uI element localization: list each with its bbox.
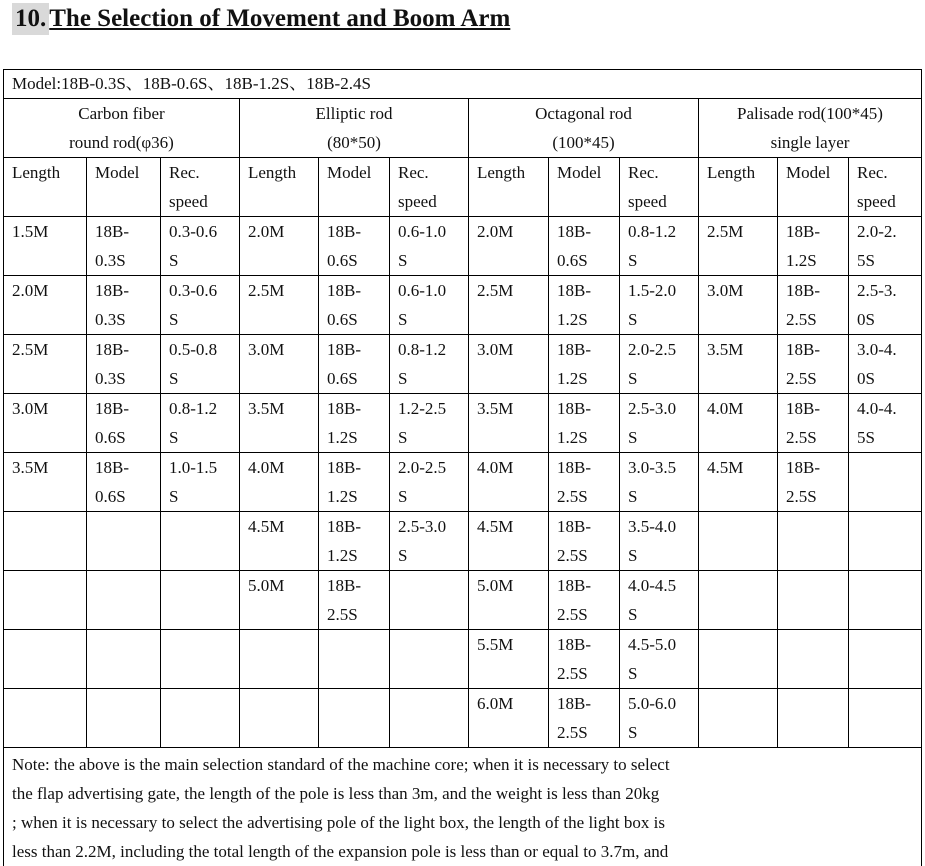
selection-table xyxy=(3,69,922,866)
cell-rec-speed: 0.3-0.6 S xyxy=(161,217,240,276)
cell-length: 2.0M xyxy=(4,276,87,335)
cell-length: 6.0M xyxy=(469,689,549,748)
cell-model: 18B- 1.2S xyxy=(319,512,390,571)
cell-rec-speed: 2.0-2.5 S xyxy=(390,453,469,512)
cell-rec-speed xyxy=(849,453,922,512)
table-row xyxy=(4,512,922,571)
cell-model xyxy=(778,689,849,748)
col-model: Model xyxy=(319,158,390,217)
cell-length: 4.0M xyxy=(469,453,549,512)
section-title: The Selection of Movement and Boom Arm xyxy=(49,3,784,35)
cell-length xyxy=(4,630,87,689)
note-line: ; when it is necessary to select the advertising pole of the light box, the length of the light box is xyxy=(12,808,913,837)
note xyxy=(4,748,922,866)
table-row xyxy=(4,630,922,689)
cell-length xyxy=(699,571,778,630)
section-heading xyxy=(12,2,784,36)
cell-model: 18B- 0.3S xyxy=(87,217,161,276)
table-row xyxy=(4,689,922,748)
cell-length: 3.5M xyxy=(240,394,319,453)
cell-model: 18B- 2.5S xyxy=(778,276,849,335)
cell-rec-speed xyxy=(390,571,469,630)
cell-rec-speed: 4.0-4. 5S xyxy=(849,394,922,453)
cell-model: 18B- 2.5S xyxy=(778,453,849,512)
cell-rec-speed: 5.0-6.0 S xyxy=(620,689,699,748)
cell-length: 2.5M xyxy=(699,217,778,276)
cell-length: 1.5M xyxy=(4,217,87,276)
col-rec: Rec. speed xyxy=(390,158,469,217)
cell-model: 18B- 2.5S xyxy=(549,453,620,512)
cell-length: 3.0M xyxy=(699,276,778,335)
cell-model: 18B- 0.6S xyxy=(549,217,620,276)
table-row xyxy=(4,571,922,630)
group-subtitle: (100*45) xyxy=(477,128,690,157)
cell-length: 4.0M xyxy=(699,394,778,453)
group-subtitle: (80*50) xyxy=(248,128,460,157)
cell-model: 18B- 0.6S xyxy=(319,335,390,394)
cell-model xyxy=(319,630,390,689)
note-line: less than 2.2M, including the total length of the expansion pole is less than or equal to 3.7m, and xyxy=(12,837,913,866)
group-subtitle: single layer xyxy=(707,128,913,157)
cell-model xyxy=(87,630,161,689)
cell-length xyxy=(699,512,778,571)
cell-model xyxy=(778,571,849,630)
group-palisade xyxy=(699,99,922,158)
cell-length: 2.0M xyxy=(469,217,549,276)
cell-model: 18B- 0.6S xyxy=(319,217,390,276)
cell-rec-speed xyxy=(849,571,922,630)
col-model: Model xyxy=(87,158,161,217)
col-rec: Rec. speed xyxy=(849,158,922,217)
cell-model: 18B- 2.5S xyxy=(549,630,620,689)
cell-rec-speed xyxy=(390,689,469,748)
col-length: Length xyxy=(4,158,87,217)
col-length: Length xyxy=(699,158,778,217)
table-row xyxy=(4,335,922,394)
group-subtitle: round rod(φ36) xyxy=(12,128,231,157)
group-octagonal xyxy=(469,99,699,158)
cell-rec-speed: 0.6-1.0 S xyxy=(390,276,469,335)
cell-length: 5.5M xyxy=(469,630,549,689)
cell-rec-speed xyxy=(849,630,922,689)
table-row xyxy=(4,453,922,512)
cell-rec-speed xyxy=(161,689,240,748)
cell-model: 18B- 1.2S xyxy=(319,394,390,453)
cell-model: 18B- 1.2S xyxy=(778,217,849,276)
cell-model: 18B- 0.6S xyxy=(319,276,390,335)
cell-rec-speed: 3.0-4. 0S xyxy=(849,335,922,394)
note-line: Note: the above is the main selection standard of the machine core; when it is necessary to select xyxy=(12,750,913,779)
col-model: Model xyxy=(778,158,849,217)
cell-model: 18B- 1.2S xyxy=(549,276,620,335)
cell-length xyxy=(240,630,319,689)
cell-length: 3.0M xyxy=(4,394,87,453)
cell-rec-speed: 0.6-1.0 S xyxy=(390,217,469,276)
model-line: Model:18B-0.3S、18B-0.6S、18B-1.2S、18B-2.4S xyxy=(4,70,922,99)
cell-rec-speed xyxy=(161,571,240,630)
cell-length: 3.5M xyxy=(469,394,549,453)
cell-length: 2.5M xyxy=(469,276,549,335)
cell-length xyxy=(240,689,319,748)
cell-model xyxy=(87,512,161,571)
cell-rec-speed: 2.5-3.0 S xyxy=(390,512,469,571)
cell-model: 18B- 2.5S xyxy=(778,394,849,453)
cell-length: 3.0M xyxy=(469,335,549,394)
cell-model: 18B- 0.6S xyxy=(87,394,161,453)
cell-length xyxy=(4,571,87,630)
cell-length: 2.0M xyxy=(240,217,319,276)
cell-length: 3.5M xyxy=(699,335,778,394)
cell-model xyxy=(87,689,161,748)
group-header-row xyxy=(4,99,922,158)
cell-rec-speed: 3.5-4.0 S xyxy=(620,512,699,571)
cell-model: 18B- 0.6S xyxy=(87,453,161,512)
cell-rec-speed: 1.5-2.0 S xyxy=(620,276,699,335)
cell-rec-speed xyxy=(849,512,922,571)
cell-rec-speed: 2.5-3.0 S xyxy=(620,394,699,453)
cell-length: 2.5M xyxy=(4,335,87,394)
cell-model xyxy=(87,571,161,630)
section-number: 10. xyxy=(12,3,49,35)
cell-rec-speed: 1.0-1.5 S xyxy=(161,453,240,512)
cell-rec-speed: 0.8-1.2 S xyxy=(390,335,469,394)
cell-length xyxy=(699,689,778,748)
cell-length: 3.5M xyxy=(4,453,87,512)
cell-model: 18B- 2.5S xyxy=(549,571,620,630)
group-title: Octagonal rod xyxy=(477,99,690,128)
group-elliptic xyxy=(240,99,469,158)
cell-model: 18B- 1.2S xyxy=(319,453,390,512)
cell-length: 5.0M xyxy=(469,571,549,630)
cell-length xyxy=(4,689,87,748)
group-title: Elliptic rod xyxy=(248,99,460,128)
group-title: Carbon fiber xyxy=(12,99,231,128)
cell-model: 18B- 2.5S xyxy=(319,571,390,630)
cell-model: 18B- 0.3S xyxy=(87,335,161,394)
cell-rec-speed: 0.8-1.2 S xyxy=(161,394,240,453)
cell-model xyxy=(319,689,390,748)
cell-length xyxy=(4,512,87,571)
cell-rec-speed: 0.3-0.6 S xyxy=(161,276,240,335)
cell-rec-speed: 0.8-1.2 S xyxy=(620,217,699,276)
cell-model: 18B- 1.2S xyxy=(549,335,620,394)
cell-length: 4.5M xyxy=(469,512,549,571)
table-row xyxy=(4,276,922,335)
cell-model: 18B- 0.3S xyxy=(87,276,161,335)
table-row xyxy=(4,217,922,276)
cell-rec-speed: 4.0-4.5 S xyxy=(620,571,699,630)
cell-length: 3.0M xyxy=(240,335,319,394)
group-carbon-fiber xyxy=(4,99,240,158)
cell-length: 2.5M xyxy=(240,276,319,335)
col-model: Model xyxy=(549,158,620,217)
cell-rec-speed: 2.0-2.5 S xyxy=(620,335,699,394)
col-length: Length xyxy=(469,158,549,217)
col-rec: Rec. speed xyxy=(620,158,699,217)
cell-model xyxy=(778,630,849,689)
cell-model: 18B- 2.5S xyxy=(778,335,849,394)
cell-rec-speed xyxy=(390,630,469,689)
cell-rec-speed: 4.5-5.0 S xyxy=(620,630,699,689)
cell-rec-speed: 2.0-2. 5S xyxy=(849,217,922,276)
cell-length: 4.5M xyxy=(699,453,778,512)
cell-rec-speed xyxy=(849,689,922,748)
col-rec: Rec. speed xyxy=(161,158,240,217)
cell-length xyxy=(699,630,778,689)
cell-rec-speed: 3.0-3.5 S xyxy=(620,453,699,512)
column-header-row xyxy=(4,158,922,217)
cell-rec-speed xyxy=(161,630,240,689)
cell-rec-speed: 0.5-0.8 S xyxy=(161,335,240,394)
note-line: the flap advertising gate, the length of the pole is less than 3m, and the weight is less than 20kg xyxy=(12,779,913,808)
model-row xyxy=(4,70,922,99)
cell-length: 4.0M xyxy=(240,453,319,512)
cell-rec-speed: 1.2-2.5 S xyxy=(390,394,469,453)
cell-model xyxy=(778,512,849,571)
cell-model: 18B- 2.5S xyxy=(549,689,620,748)
table-row xyxy=(4,394,922,453)
cell-model: 18B- 1.2S xyxy=(549,394,620,453)
group-title: Palisade rod(100*45) xyxy=(707,99,913,128)
col-length: Length xyxy=(240,158,319,217)
note-row xyxy=(4,748,922,866)
cell-length: 4.5M xyxy=(240,512,319,571)
cell-rec-speed xyxy=(161,512,240,571)
cell-rec-speed: 2.5-3. 0S xyxy=(849,276,922,335)
cell-length: 5.0M xyxy=(240,571,319,630)
cell-model: 18B- 2.5S xyxy=(549,512,620,571)
